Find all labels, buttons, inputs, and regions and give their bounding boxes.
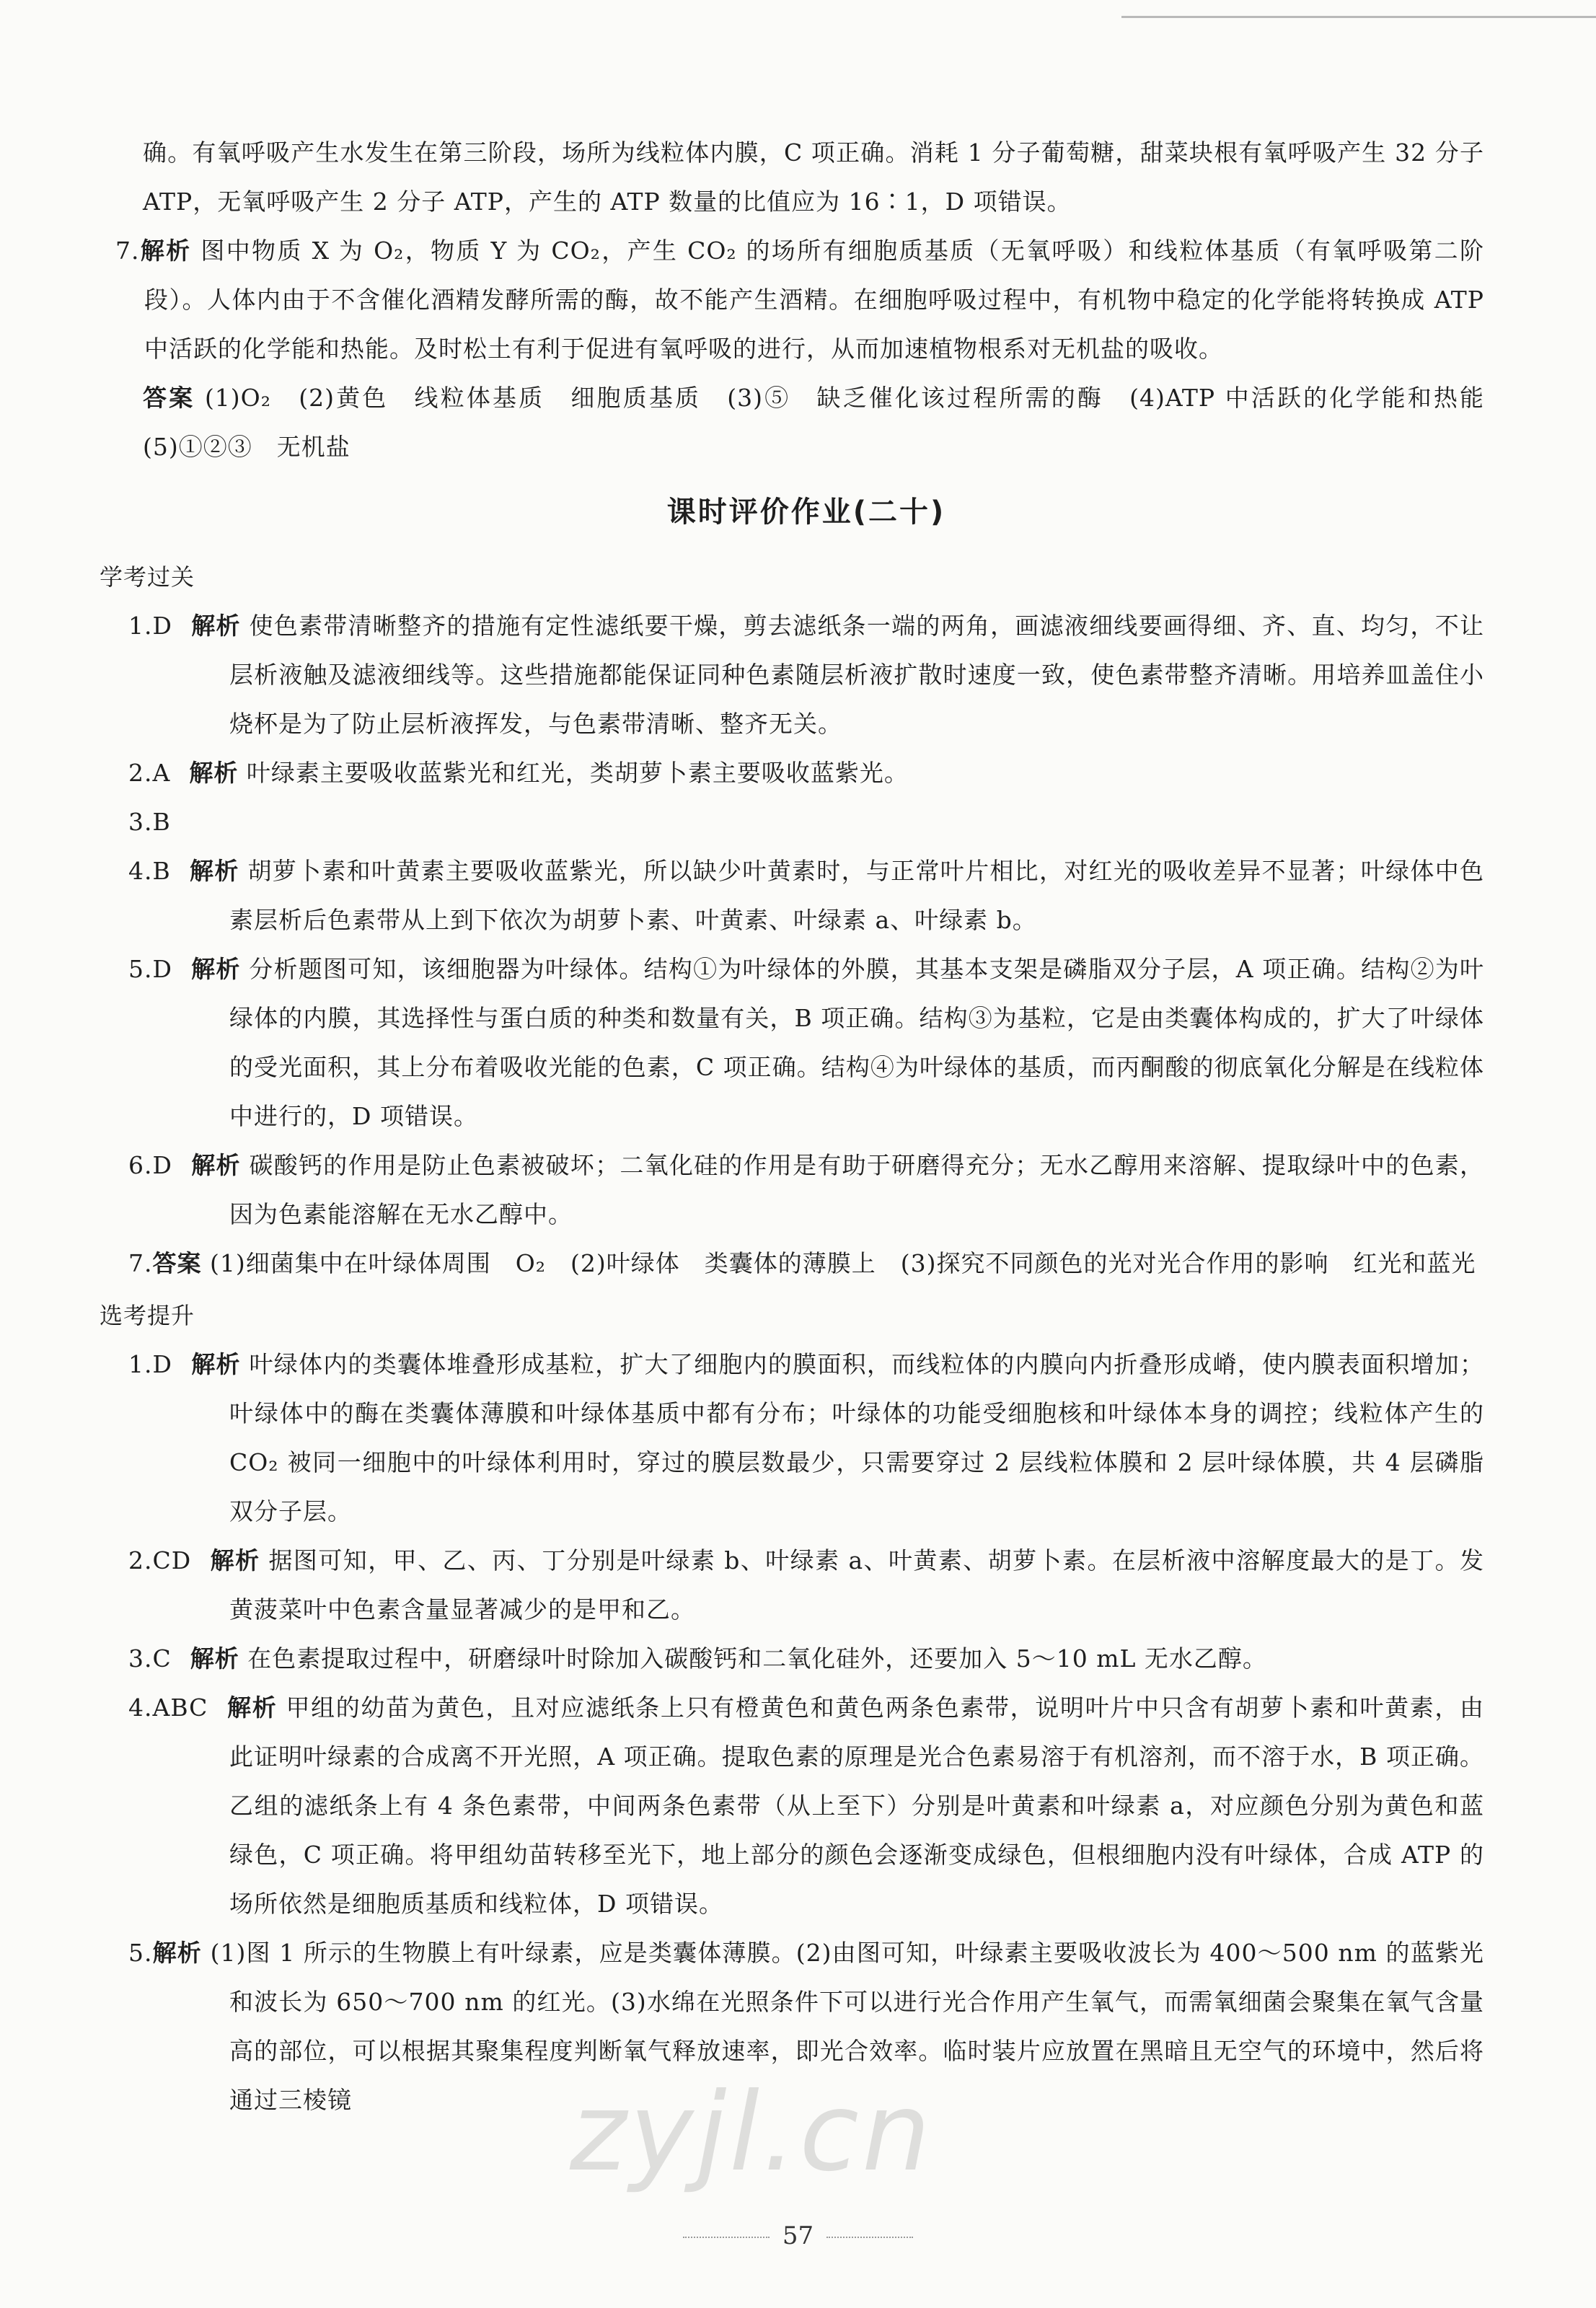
answer-key: 1.D xyxy=(128,612,172,640)
list-item xyxy=(128,1239,1484,1288)
watermark: zyjl.cn xyxy=(570,2070,934,2195)
analysis-text: 图中物质 X 为 O₂，物质 Y 为 CO₂，产生 CO₂ 的场所有细胞质基质（无氧呼吸）和线粒体基质（有氧呼吸第二阶段）。人体内由于不含催化酒精发酵所需的酶，故不能产生酒精。在细胞呼吸过程中，有机物中稳定的化学能将转换成 ATP 中活跃的化学能和热能。及时松土有利于促进有氧呼吸的进行，从而加速植物根系对无机盐的吸收。 xyxy=(144,237,1485,363)
document-body xyxy=(100,128,1509,2125)
section-heading-2: 选考提升 xyxy=(100,1302,195,1329)
analysis-label: 解析 xyxy=(190,612,241,640)
answer-key: 1.D xyxy=(128,1350,172,1378)
analysis-label: 解析 xyxy=(190,1151,241,1179)
answer-label: 答案 xyxy=(152,1249,202,1277)
analysis-label: 解析 xyxy=(226,1693,278,1722)
answer-key: 2.CD xyxy=(128,1546,192,1574)
analysis-label: 解析 xyxy=(189,857,239,885)
answer-key: 6.D xyxy=(128,1151,172,1179)
list-item xyxy=(128,1536,1485,1634)
answer-text: (1)细菌集中在叶绿体周围 O₂ (2)叶绿体 类囊体的薄膜上 (3)探究不同颜色的光对光合作用的影响 红光和蓝光 xyxy=(210,1249,1476,1277)
section-heading-1: 学考过关 xyxy=(100,563,195,591)
analysis-text: (1)图 1 所示的生物膜上有叶绿素，应是类囊体薄膜。(2)由图可知，叶绿素主要吸收波长为 400～500 nm 的蓝紫光和波长为 650～700 nm 的红光。(3)水绵在光照条件下可以进行光合作用产生氧气，而需氧细菌会聚集在氧气含量高的部位，可以根据其聚集程度判断氧气释放速率，即光合效率。临时装片应放置在黑暗且无空气的环境中，然后将通过三棱镜 xyxy=(210,1939,1484,2114)
analysis-text: 在色素提取过程中，研磨绿叶时除加入碳酸钙和二氧化硅外，还要加入 5～10 mL 无水乙醇。 xyxy=(247,1644,1267,1673)
analysis-label: 解析 xyxy=(189,759,239,787)
list-item xyxy=(128,798,1484,847)
analysis-text: 碳酸钙的作用是防止色素被破坏；二氧化硅的作用是有助于研磨得充分；无水乙醇用来溶解、提取绿叶中的色素，因为色素能溶解在无水乙醇中。 xyxy=(229,1151,1485,1228)
list-item xyxy=(128,847,1485,945)
list-item xyxy=(128,1683,1485,1929)
page-title: 课时评价作业(二十) xyxy=(666,495,946,529)
list-item xyxy=(128,749,1484,798)
answer-key: 4.ABC xyxy=(128,1693,208,1722)
question-7-previous xyxy=(115,226,1484,374)
section-1-list xyxy=(128,602,1484,1288)
analysis-text: 叶绿体内的类囊体堆叠形成基粒，扩大了细胞内的膜面积，而线粒体的内膜向内折叠形成嵴，使内膜表面积增加；叶绿体中的酶在类囊体薄膜和叶绿体基质中都有分布；叶绿体的功能受细胞核和叶绿体本身的调控；线粒体产生的 CO₂ 被同一细胞中的叶绿体利用时，穿过的膜层数最少，只需要穿过 2 层线粒体膜和 2 层叶绿体膜，共 4 层磷脂双分子层。 xyxy=(229,1350,1485,1525)
analysis-text: 分析题图可知，该细胞器为叶绿体。结构①为叶绿体的外膜，其基本支架是磷脂双分子层，A 项正确。结构②为叶绿体的内膜，其选择性与蛋白质的种类和数量有关，B 项正确。结构③为基粒，它是由类囊体构成的，扩大了叶绿体的受光面积，其上分布着吸收光能的色素，C 项正确。结构④为叶绿体的基质，而丙酮酸的彻底氧化分解是在线粒体中进行的，D 项错误。 xyxy=(229,955,1484,1130)
analysis-label: 解析 xyxy=(190,1350,241,1378)
top-paragraph: 确。有氧呼吸产生水发生在第三阶段，场所为线粒体内膜，C 项正确。消耗 1 分子葡萄糖，甜菜块根有氧呼吸产生 32 分子 ATP，无氧呼吸产生 2 分子 ATP，产生的 ATP 数量的比值应为 16∶1，D 项错误。 xyxy=(143,138,1484,216)
question-7-answer xyxy=(128,374,1509,472)
analysis-text: 使色素带清晰整齐的措施有定性滤纸要干燥，剪去滤纸条一端的两角，画滤液细线要画得细、齐、直、均匀，不让层析液触及滤液细线等。这些措施都能保证同种色素随层析液扩散时速度一致，使色素带整齐清晰。用培养皿盖住小烧杯是为了防止层析液挥发，与色素带清晰、整齐无关。 xyxy=(229,612,1485,738)
answer-label: 答案 xyxy=(143,384,195,412)
answer-text: (1)O₂ (2)黄色 线粒体基质 细胞质基质 (3)⑤ 缺乏催化该过程所需的酶 (4)ATP 中活跃的化学能和热能 (5)①②③ 无机盐 xyxy=(143,384,1509,461)
footer-ornament-right xyxy=(826,2237,913,2238)
answer-key: 3.C xyxy=(128,1644,172,1673)
question-number: 7. xyxy=(115,237,140,265)
answer-key: 7. xyxy=(128,1249,153,1277)
analysis-label: 解析 xyxy=(190,1644,239,1673)
section-2-list xyxy=(128,1340,1484,2125)
analysis-label: 解析 xyxy=(210,1546,260,1574)
list-item xyxy=(128,1340,1485,1536)
answer-key: 4.B xyxy=(128,857,171,885)
analysis-text: 据图可知，甲、乙、丙、丁分别是叶绿素 b、叶绿素 a、叶黄素、胡萝卜素。在层析液中溶解度最大的是丁。发黄菠菜叶中色素含量显著减少的是甲和乙。 xyxy=(229,1546,1485,1624)
footer-ornament-left xyxy=(683,2237,770,2238)
analysis-text: 胡萝卜素和叶黄素主要吸收蓝紫光，所以缺少叶黄素时，与正常叶片相比，对红光的吸收差异不显著；叶绿体中色素层析后色素带从上到下依次为胡萝卜素、叶黄素、叶绿素 a、叶绿素 b。 xyxy=(229,857,1485,934)
answer-key: 3.B xyxy=(128,808,171,836)
page-number: 57 xyxy=(782,2221,814,2250)
list-item xyxy=(128,1634,1484,1683)
list-item xyxy=(128,1141,1485,1239)
analysis-label: 解析 xyxy=(139,237,192,265)
list-item xyxy=(128,602,1485,749)
answer-key: 5.D xyxy=(128,955,172,983)
analysis-label: 解析 xyxy=(190,955,241,983)
analysis-text: 叶绿素主要吸收蓝紫光和红光，类胡萝卜素主要吸收蓝紫光。 xyxy=(246,759,909,787)
answer-key: 2.A xyxy=(128,759,171,787)
analysis-label: 解析 xyxy=(152,1939,202,1967)
list-item xyxy=(128,945,1484,1141)
page-footer xyxy=(0,2221,1596,2250)
answer-key: 5. xyxy=(128,1939,153,1967)
top-rule xyxy=(1121,16,1596,18)
analysis-text: 甲组的幼苗为黄色，且对应滤纸条上只有橙黄色和黄色两条色素带，说明叶片中只含有胡萝卜素和叶黄素，由此证明叶绿素的合成离不开光照，A 项正确。提取色素的原理是光合色素易溶于有机溶剂，而不溶于水，B 项正确。乙组的滤纸条上有 4 条色素带，中间两条色素带（从上至下）分别是叶黄素和叶绿素 a，对应颜色分别为黄色和蓝绿色，C 项正确。将甲组幼苗转移至光下，地上部分的颜色会逐渐变成绿色，但根细胞内没有叶绿体，合成 ATP 的场所依然是细胞质基质和线粒体，D 项错误。 xyxy=(229,1693,1485,1918)
